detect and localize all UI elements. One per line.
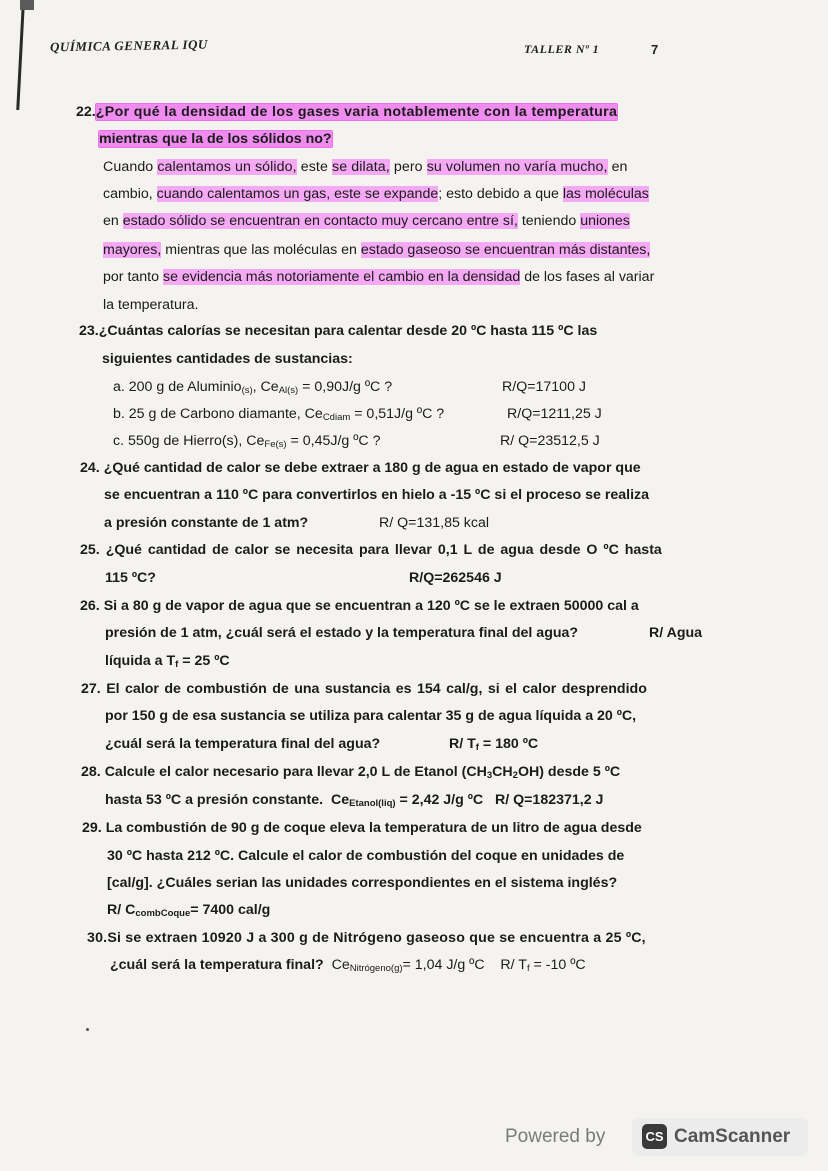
question-text: 30 ºC hasta 212 ºC. Calcule el calor de combustión del coque en unidades de <box>107 848 625 864</box>
stray-mark <box>86 1028 89 1031</box>
question-text: ¿Por qué la densidad de los gases varia notablemente con la temperatura <box>95 104 618 120</box>
page-number: 7 <box>651 42 659 57</box>
camscanner-watermark <box>505 1117 808 1157</box>
question-number: 23. <box>79 323 99 339</box>
powered-by-text: Powered by <box>505 1126 606 1147</box>
answer-line: mayores, mientras que las moléculas en estado gaseoso se encuentran más distantes, <box>103 242 651 258</box>
question-number: 29. <box>82 820 102 836</box>
camscanner-brand: CamScanner <box>674 1126 791 1147</box>
question-text: se encuentran a 110 ºC para convertirlos en hielo a -15 ºC si el proceso se realiza <box>104 487 649 503</box>
highlight: estado gaseoso se encuentran más distantes, <box>360 242 651 258</box>
highlight: estado sólido se encuentran en contacto muy cercano entre sí, <box>122 213 518 229</box>
question-text: La combustión de 90 g de coque eleva la temperatura de un litro de agua desde <box>105 820 642 836</box>
workshop-title: TALLER Nº 1 <box>524 42 600 56</box>
answer: R/ Q=182371,2 J <box>494 792 604 808</box>
list-item: c. 550g de Hierro(s), $Ce_{Fe(s)} = 0,45J/g$ ºC ? <box>113 433 381 450</box>
answer: R/ Agua <box>649 625 703 641</box>
question-text: El calor de combustión de una sustancia es 154 cal/g, si el calor desprendido <box>106 681 647 697</box>
highlight: las moléculas <box>562 186 649 202</box>
answer: R/ Q=23512,5 J <box>500 433 600 449</box>
question-text: mientras que la de los sólidos no? <box>99 131 332 147</box>
page-corner <box>20 0 34 10</box>
answer: R/ $C_{combCoque}= 7400$ cal/g <box>107 902 271 919</box>
question-number: 22. <box>76 104 96 120</box>
question-text: ¿cuál será la temperatura final del agua? <box>105 736 381 752</box>
answer-line: la temperatura. <box>103 297 199 313</box>
question-number: 30. <box>87 930 108 946</box>
question-number: 26. <box>80 598 100 614</box>
question-text: Si se extraen 10920 J a 300 g de Nitrógeno gaseoso que se encuentra a 25 ºC, <box>107 930 646 946</box>
answer: líquida a $T_f = 25$ ºC <box>105 653 230 670</box>
question-text: ¿cuál será la temperatura final? <box>110 957 324 973</box>
answer: R/ $T_f = -10$ ºC <box>500 957 586 974</box>
question-text: Si a 80 g de vapor de agua que se encuentran a 120 ºC se le extraen 50000 cal a <box>103 598 639 614</box>
highlight: calentamos un sólido, <box>157 159 297 175</box>
answer: R/Q=1211,25 J <box>507 406 602 422</box>
highlight: se dilata, <box>332 159 390 175</box>
question-number: 27. <box>81 681 101 697</box>
answer: R/Q=17100 J <box>502 379 586 395</box>
camscanner-badge <box>632 1118 808 1156</box>
page-edge <box>16 0 25 110</box>
answer-line: Cuando calentamos un sólido, este se dilata, pero su volumen no varía mucho, en <box>103 159 628 175</box>
highlight: su volumen no varía mucho, <box>426 159 608 175</box>
list-item: b. 25 g de Carbono diamante, $Ce_{Cdiam} = 0,51J/g$ ºC ? <box>113 406 445 423</box>
question-text: presión de 1 atm, ¿cuál será el estado y la temperatura final del agua? <box>105 625 579 641</box>
question-text: [cal/g]. ¿Cuáles serian las unidades correspondientes en el sistema inglés? <box>107 875 618 891</box>
answer: R/Q=262546 J <box>409 570 502 586</box>
highlight: uniones <box>580 213 630 229</box>
answer-line: por tanto se evidencia más notoriamente el cambio en la densidad de los fases al variar <box>103 269 655 285</box>
question-text: ¿Qué cantidad de calor se debe extraer a 180 g de agua en estado de vapor que <box>103 460 641 476</box>
answer-line: en estado sólido se encuentran en contacto muy cercano entre sí, teniendo uniones <box>103 213 630 229</box>
highlight: cuando calentamos un gas, este se expande <box>156 186 439 202</box>
list-item: a. 200 g de Aluminio$_{(s)}$, $Ce_{Al(s)} = 0,90J/g$ ºC ? <box>113 379 393 396</box>
question-text: 115 ºC? <box>105 570 156 586</box>
question-text: ¿Cuántas calorías se necesitan para calentar desde 20 ºC hasta 115 ºC las <box>98 323 598 339</box>
question-text: ¿Qué cantidad de calor se necesita para llevar 0,1 L de agua desde O ºC hasta <box>105 542 662 558</box>
question-text: hasta 53 ºC a presión constante. <box>105 792 324 808</box>
camscanner-logo-icon: CS <box>642 1124 667 1149</box>
question-text: siguientes cantidades de sustancias: <box>102 351 353 367</box>
question-text: a presión constante de 1 atm? <box>104 515 309 531</box>
highlight: mayores, <box>103 242 162 258</box>
question-number: 28. <box>81 764 101 780</box>
answer: R/ $T_f = 180$ ºC <box>449 736 539 753</box>
question-number: 24. <box>80 460 100 476</box>
question-number: 25. <box>80 542 100 558</box>
answer: R/ Q=131,85 kcal <box>379 515 490 531</box>
highlight: se evidencia más notoriamente el cambio en la densidad <box>162 269 521 285</box>
answer-line: cambio, cuando calentamos un gas, este se expande; esto debido a que las moléculas <box>103 186 649 202</box>
course-title: QUÍMICA GENERAL IQU <box>49 36 208 55</box>
question-text: por 150 g de esa sustancia se utiliza para calentar 35 g de agua líquida a 20 ºC, <box>105 708 637 724</box>
